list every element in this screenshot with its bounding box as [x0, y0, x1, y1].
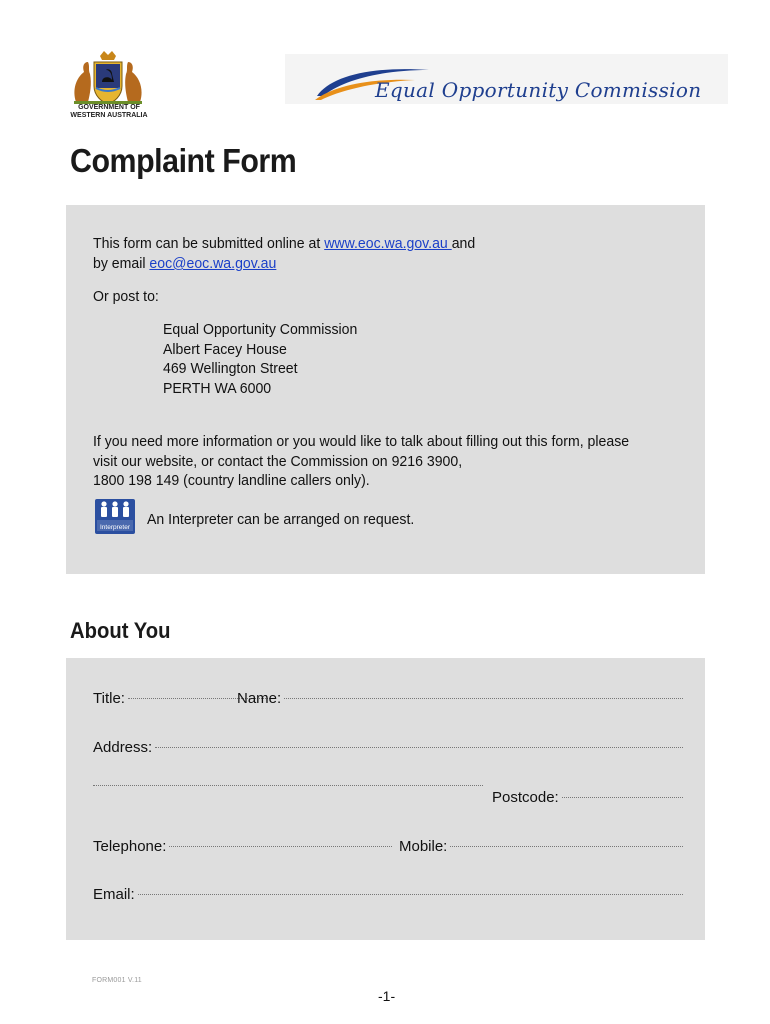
info-line: If you need more information or you would like to talk about filling out this form, please [93, 433, 630, 450]
intro-line2-prefix: by email [93, 255, 150, 272]
mobile-field[interactable] [399, 838, 689, 855]
page-title: Complaint Form [70, 142, 297, 179]
name-field[interactable] [237, 690, 689, 707]
government-label [64, 104, 154, 120]
eoc-logo [285, 54, 728, 104]
postcode-label: Postcode: [492, 789, 559, 806]
address-label: Address: [93, 739, 153, 756]
title-label: Title: [93, 690, 125, 707]
email-link[interactable]: eoc@eoc.wa.gov.au [149, 255, 277, 272]
intro-line1-suffix: and [451, 235, 476, 252]
info-line: visit our website, or contact the Commission on 9216 3900, [93, 453, 463, 470]
address-line: 469 Wellington Street [163, 360, 298, 377]
address-line: Equal Opportunity Commission [163, 321, 358, 338]
interpreter-icon-label: Interpreter [100, 524, 130, 531]
eoc-name: Equal Opportunity Commission [375, 78, 702, 102]
telephone-label: Telephone: [93, 838, 167, 855]
address-line2-field[interactable] [93, 789, 489, 790]
address-field[interactable] [93, 739, 689, 756]
info-line: 1800 198 149 (country landline callers only). [93, 472, 370, 489]
form-code: FORM001 V.11 [92, 977, 142, 984]
mobile-input-line[interactable] [450, 846, 683, 847]
address-line2-input-line[interactable] [93, 785, 483, 786]
name-label: Name: [237, 690, 282, 707]
intro-line1 [93, 234, 475, 254]
interpreter-icon [95, 499, 135, 534]
intro-line1-prefix: This form can be submitted online at [93, 235, 325, 252]
email-field[interactable] [93, 886, 689, 903]
mobile-label: Mobile: [399, 838, 448, 855]
name-input-line[interactable] [284, 698, 683, 699]
address-line: PERTH WA 6000 [163, 380, 272, 397]
postcode-input-line[interactable] [562, 797, 683, 798]
postcode-field[interactable] [492, 789, 689, 806]
page-number: -1- [378, 988, 396, 1004]
gov-line2: WESTERN AUSTRALIA [70, 112, 148, 119]
website-link[interactable]: www.eoc.wa.gov.au [324, 235, 452, 252]
email-label: Email: [93, 886, 135, 903]
telephone-input-line[interactable] [169, 846, 392, 847]
address-line: Albert Facey House [163, 341, 287, 358]
interpreter-text: An Interpreter can be arranged on request. [147, 511, 415, 528]
intro-line2 [93, 254, 276, 274]
address-input-line[interactable] [155, 747, 683, 748]
section-heading-about-you: About You [70, 618, 171, 643]
gov-line1: GOVERNMENT OF [78, 104, 140, 111]
post-label: Or post to: [93, 288, 159, 305]
telephone-field[interactable] [93, 838, 398, 855]
email-input-line[interactable] [138, 894, 683, 895]
